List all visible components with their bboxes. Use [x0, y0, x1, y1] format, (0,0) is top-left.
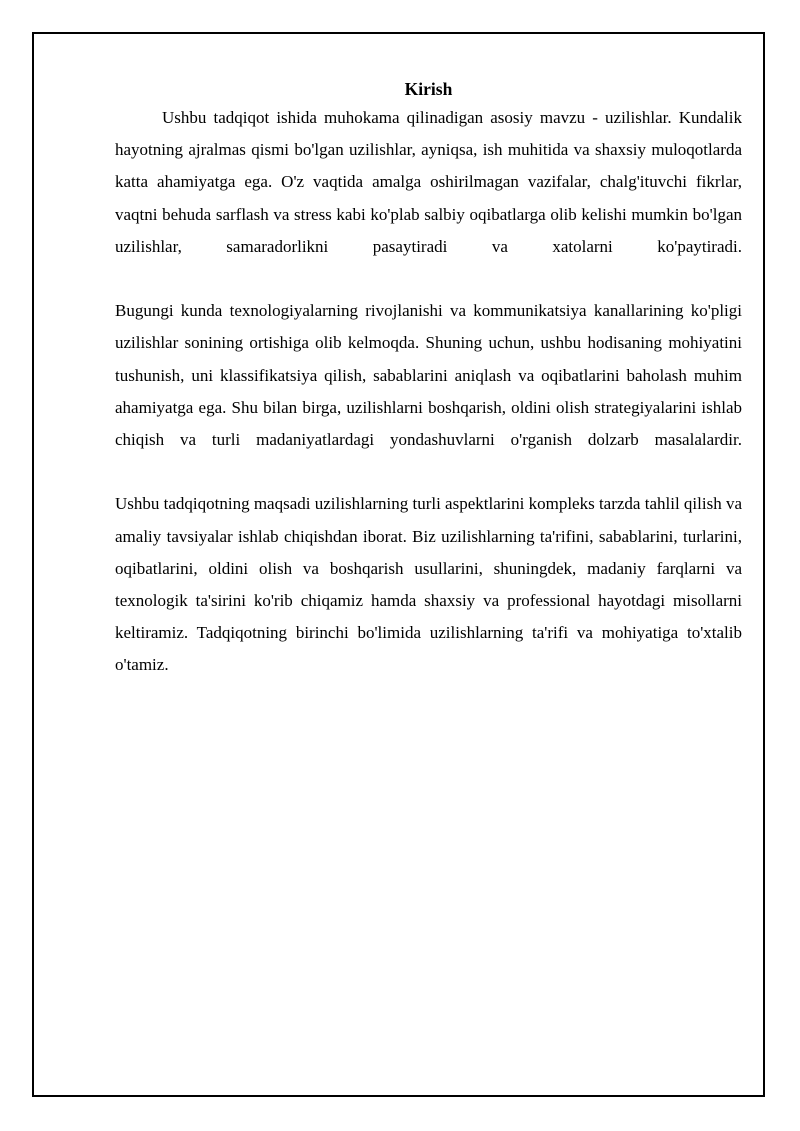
paragraph-technology: Bugungi kunda texnologiyalarning rivojlanishi va kommunikatsiya kanallarining ko'pligi uzilishlar sonining ortishiga olib kelmoqda. Shuning uchun, ushbu hodisaning mohiyatini tushunish, uni klassifikatsiya qilish, sabablarini aniqlash va oqibatlarini baholash muhim ahamiyatga ega. Shu bilan birga, uzilishlarni boshqarish, oldini olish strategiyalarini ishlab chiqish va turli madaniyatlardagi yondashuvlarni o'rganish dolzarb masalalardir. — [115, 301, 742, 450]
paragraph-spacer — [115, 263, 742, 295]
paragraph-spacer — [115, 456, 742, 488]
document-body — [115, 76, 742, 682]
document-title: Kirish — [404, 79, 453, 99]
paragraph-intro: Ushbu tadqiqot ishida muhokama qilinadigan asosiy mavzu - uzilishlar. Kundalik hayotning ajralmas qismi bo'lgan uzilishlar, ayniqsa, ish muhitida va shaxsiy muloqotlarda katta ahamiyatga ega. O'z vaqtida amalga oshirilmagan vazifalar, chalg'ituvchi fikrlar, vaqtni behuda sarflash va stress kabi ko'plab salbiy oqibatlarga olib kelishi mumkin bo'lgan uzilishlar, samaradorlikni pasaytiradi va xatolarni ko'paytiradi. — [115, 108, 742, 256]
paragraph-goal: Ushbu tadqiqotning maqsadi uzilishlarning turli aspektlarini kompleks tarzda tahlil qilish va amaliy tavsiyalar ishlab chiqishdan iborat. Biz uzilishlarning ta'rifini, sabablarini, turlarini, oqibatlarini, oldini olish va boshqarish usullarini, shuningdek, madaniy farqlarni va texnologik ta'sirini ko'rib chiqamiz hamda shaxsiy va professional hayotdagi misollarni keltiramiz. Tadqiqotning birinchi bo'limida uzilishlarning ta'rifi va mohiyatiga to'xtalib o'tamiz. — [115, 494, 742, 675]
